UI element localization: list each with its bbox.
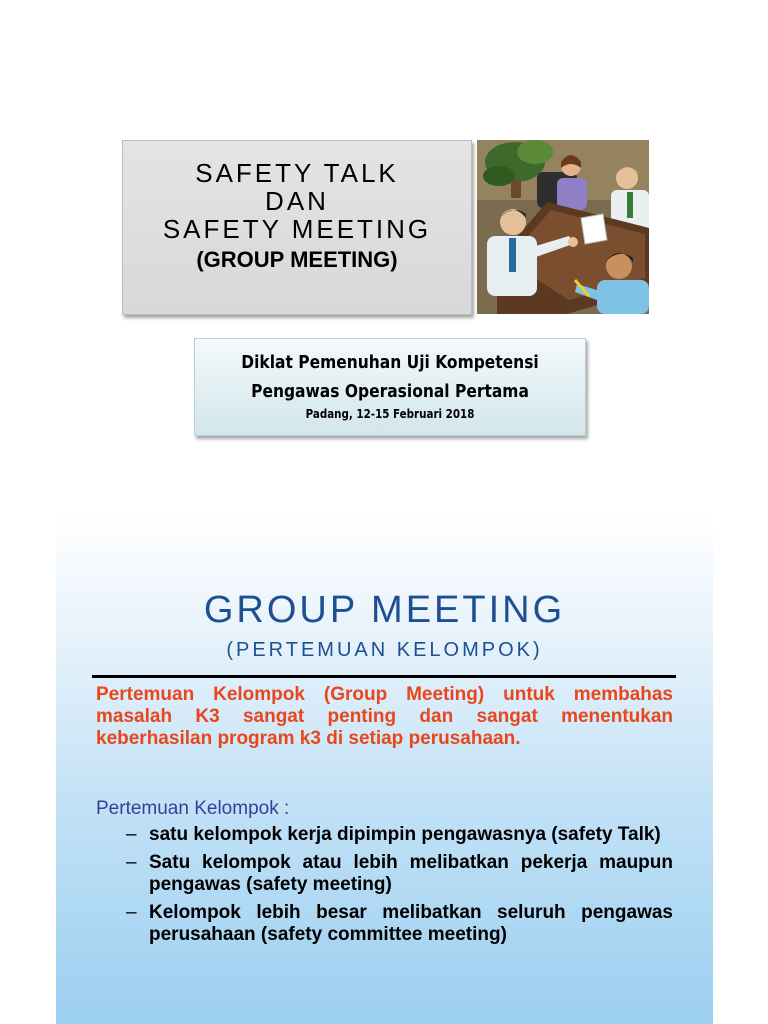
list-item-text: satu kelompok kerja dipimpin pengawasnya (safety Talk) xyxy=(149,824,661,845)
list-item xyxy=(126,824,673,846)
title-bold-line: (GROUP MEETING) xyxy=(196,247,398,272)
title-line-3: SAFETY MEETING xyxy=(162,214,432,244)
subtitle-date: Padang, 12-15 Februari 2018 xyxy=(305,407,475,421)
list-item xyxy=(126,852,673,896)
title-line-2: DAN xyxy=(265,186,329,216)
list-heading: Pertemuan Kelompok : xyxy=(96,798,290,819)
subtitle-line-2: Pengawas Operasional Pertama xyxy=(251,381,529,402)
dash-bullet: – xyxy=(126,902,137,923)
list-item-text: Satu kelompok atau lebih melibatkan pekerja maupun pengawas (safety meeting) xyxy=(149,852,673,895)
subtitle-line-1: Diklat Pemenuhan Uji Kompetensi xyxy=(241,352,539,373)
title-box xyxy=(122,140,472,315)
dash-bullet: – xyxy=(126,824,137,845)
slide-title: GROUP MEETING xyxy=(203,589,566,631)
list-item xyxy=(126,902,673,946)
content-slide xyxy=(56,512,713,1024)
dash-bullet: – xyxy=(126,852,137,873)
meeting-type-list xyxy=(126,824,673,952)
list-item-text: Kelompok lebih besar melibatkan seluruh pengawas perusahaan (safety committee meeting) xyxy=(149,902,673,945)
title-divider xyxy=(92,675,676,678)
title-line-1: SAFETY TALK xyxy=(195,158,399,188)
slide-subtitle: (PERTEMUAN KELOMPOK) xyxy=(226,639,543,661)
intro-paragraph: Pertemuan Kelompok (Group Meeting) untuk membahas masalah K3 sangat penting dan sangat menentukan keberhasilan program k3 di setiap perusahaan. xyxy=(96,684,673,749)
subtitle-box xyxy=(194,338,586,436)
meeting-clipart-icon xyxy=(477,140,649,314)
